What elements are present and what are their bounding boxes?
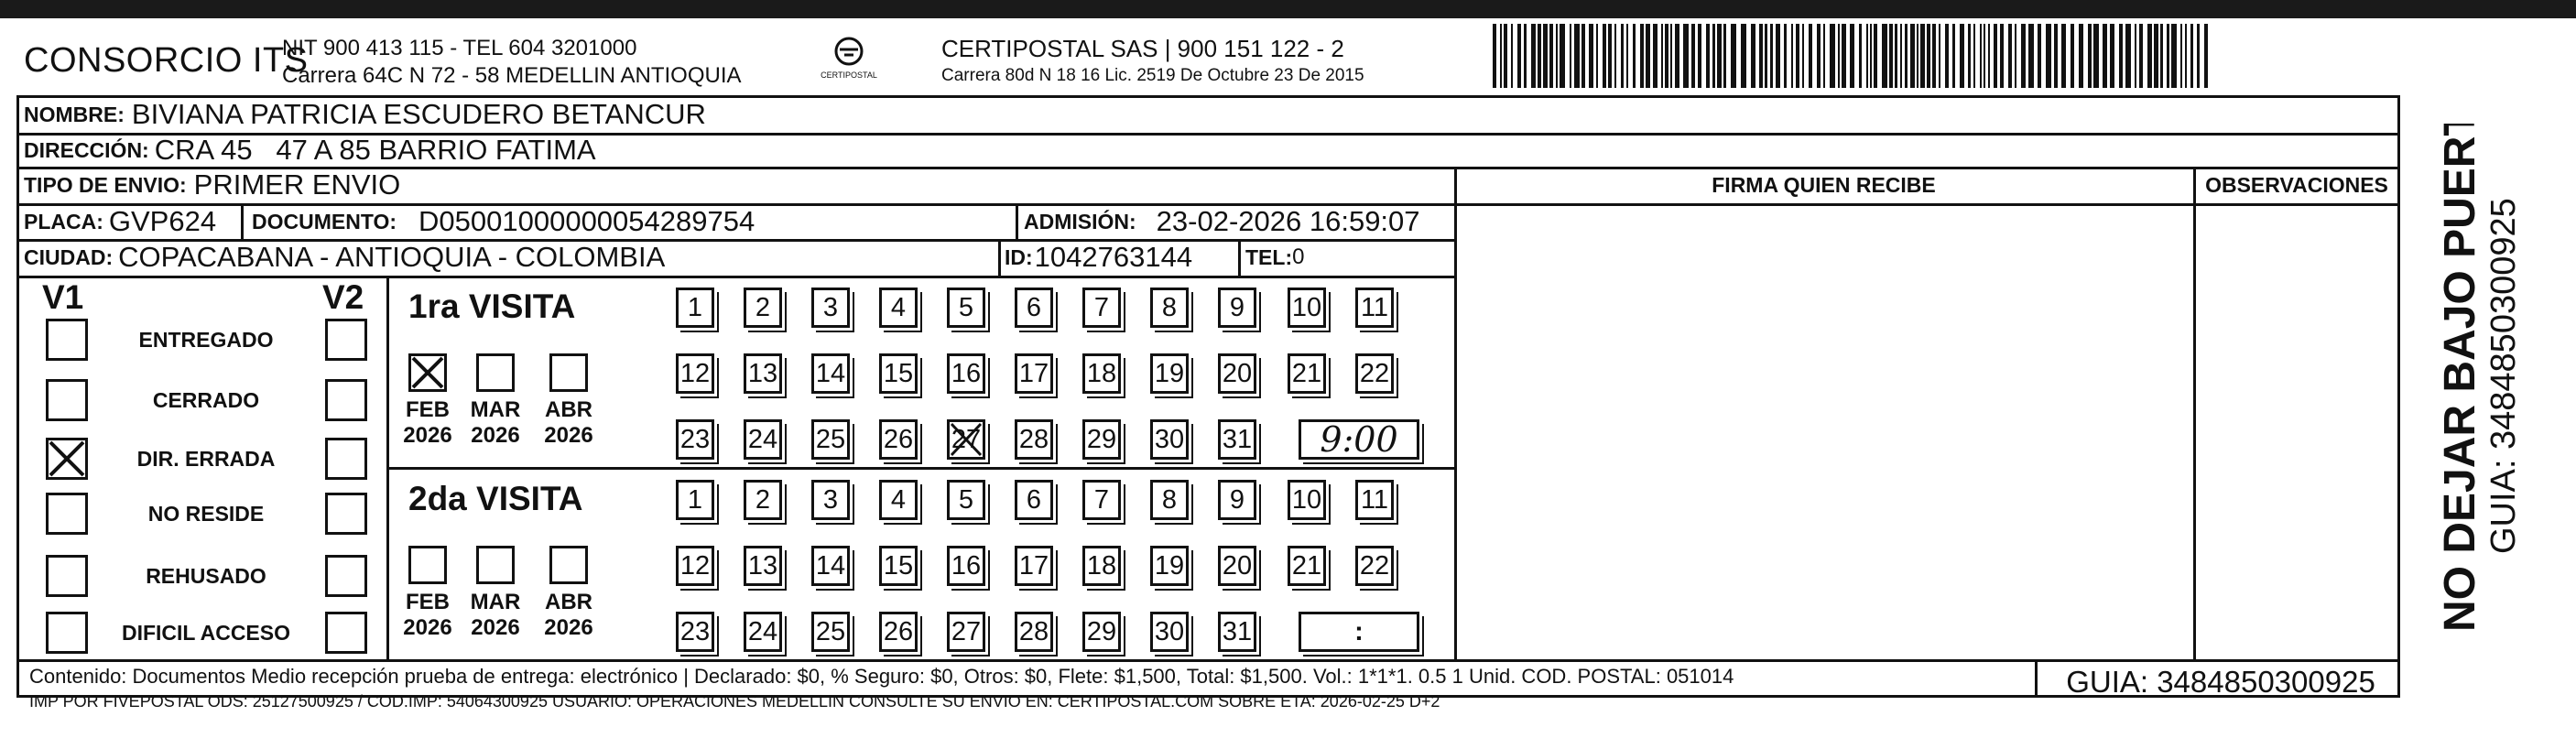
day-box[interactable]: 10 <box>1288 288 1326 328</box>
barcode-bar <box>1603 24 1606 88</box>
barcode-bar <box>1581 24 1585 88</box>
barcode-bar <box>1556 24 1558 88</box>
month-name: FEB <box>406 397 450 422</box>
firma-label: FIRMA QUIEN RECIBE <box>1712 172 1936 197</box>
month-year: 2026 <box>403 423 452 448</box>
day-box[interactable]: 30 <box>1150 612 1189 652</box>
barcode-bar <box>1570 24 1571 88</box>
day-box[interactable]: 24 <box>744 612 782 652</box>
top-edge-bar <box>0 0 2576 18</box>
day-box[interactable]: 21 <box>1288 546 1326 586</box>
tel-value: 0 <box>1292 244 1305 269</box>
barcode-bar <box>1842 24 1846 88</box>
visit-time-box[interactable]: 9:00 <box>1299 419 1419 460</box>
status-label: NO RESIDE <box>147 502 265 526</box>
day-box[interactable]: 12 <box>676 546 714 586</box>
barcode-bar <box>2204 24 2208 88</box>
barcode-bar <box>1646 24 1650 88</box>
barcode-bar <box>1665 24 1668 88</box>
barcode-bar <box>2185 24 2187 88</box>
ciudad-cell <box>24 239 665 276</box>
barcode-bar <box>2147 24 2152 88</box>
barcode-bar <box>2079 24 2083 88</box>
direccion-row <box>24 133 596 168</box>
day-box[interactable]: 31 <box>1218 419 1256 460</box>
day-box[interactable]: 2 <box>744 288 782 328</box>
month-name: MAR <box>470 590 521 614</box>
barcode-bar <box>2061 24 2066 88</box>
day-box[interactable]: 15 <box>879 353 918 394</box>
placa-cell <box>24 203 216 240</box>
barcode-bar <box>1661 24 1663 88</box>
day-box[interactable] <box>947 419 985 460</box>
day-box[interactable]: 11 <box>1355 480 1394 520</box>
day-box[interactable]: 18 <box>1082 353 1121 394</box>
month-label <box>463 590 527 641</box>
day-box[interactable]: 18 <box>1082 546 1121 586</box>
barcode-bar <box>1640 24 1644 88</box>
row-divider <box>2193 203 2400 206</box>
courier-name: CERTIPOSTAL SAS | 900 151 122 - 2 <box>941 35 1344 62</box>
day-box[interactable]: 8 <box>1150 288 1189 328</box>
barcode-bar <box>1776 24 1780 88</box>
barcode-bar <box>2071 24 2074 88</box>
day-box[interactable]: 13 <box>744 353 782 394</box>
day-box[interactable]: 21 <box>1288 353 1326 394</box>
day-box[interactable]: 20 <box>1218 353 1256 394</box>
barcode-bar <box>1538 24 1541 88</box>
barcode-bar <box>1511 24 1513 88</box>
barcode-bar <box>2015 24 2016 88</box>
visit-time-box[interactable]: : <box>1299 612 1419 652</box>
status-label: DIFICIL ACCESO <box>121 621 290 645</box>
day-box[interactable]: 20 <box>1218 546 1256 586</box>
barcode-bar <box>2008 24 2012 88</box>
status-label: CERRADO <box>152 388 260 412</box>
tel-cell <box>1245 239 1304 276</box>
barcode-bar <box>1614 24 1616 88</box>
status-v1-checkbox[interactable] <box>46 555 88 597</box>
day-box[interactable]: 25 <box>811 419 850 460</box>
day-box[interactable]: 28 <box>1015 612 1053 652</box>
col-divider <box>2193 167 2196 659</box>
barcode-bar <box>2160 24 2163 88</box>
day-box[interactable]: 12 <box>676 353 714 394</box>
company-nit: NIT 900 413 115 - TEL 604 3201000 <box>282 36 637 60</box>
status-v2-checkbox[interactable] <box>325 612 367 654</box>
documento-label: DOCUMENTO: <box>252 209 397 233</box>
barcode-bar <box>2197 24 2200 88</box>
side-guia: GUIA: 3484850300925 <box>2484 198 2523 554</box>
month-label <box>396 590 460 641</box>
col-divider <box>241 203 244 240</box>
barcode-bar <box>2088 24 2092 88</box>
direccion-label: DIRECCIÓN: <box>24 137 149 162</box>
barcode-bar <box>1717 24 1722 88</box>
day-box[interactable]: 4 <box>879 288 918 328</box>
barcode-bar <box>1712 24 1715 88</box>
day-box[interactable]: 22 <box>1355 546 1394 586</box>
day-box[interactable]: 11 <box>1355 288 1394 328</box>
barcode-bar <box>1939 24 1940 88</box>
admision-value: 23-02-2026 16:59:07 <box>1156 205 1420 237</box>
visit-title: 1ra VISITA <box>408 288 576 325</box>
month-name: ABR <box>545 590 592 614</box>
barcode-bar <box>1994 24 1997 88</box>
direccion-value: CRA 45 47 A 85 BARRIO FATIMA <box>154 134 596 166</box>
tipo-envio-label: TIPO DE ENVIO: <box>24 172 187 197</box>
day-box[interactable]: 19 <box>1150 353 1189 394</box>
barcode-bar <box>1596 24 1598 88</box>
barcode-bar <box>1574 24 1580 88</box>
logo-text: CERTIPOSTAL <box>821 71 877 80</box>
status-v1-checkbox[interactable] <box>46 319 88 361</box>
day-box[interactable]: 7 <box>1082 288 1121 328</box>
barcode-bar <box>2028 24 2034 88</box>
day-box[interactable]: 16 <box>947 353 985 394</box>
month-year: 2026 <box>471 615 520 640</box>
day-box[interactable]: 8 <box>1150 480 1189 520</box>
barcode-bar <box>1493 24 1496 88</box>
barcode-bar <box>1517 24 1521 88</box>
day-box[interactable]: 3 <box>811 288 850 328</box>
barcode-bar <box>1698 24 1701 88</box>
barcode-bar <box>1984 24 1985 88</box>
barcode-bar <box>1960 24 1964 88</box>
barcode-bar <box>2000 24 2004 88</box>
barcode-bar <box>1817 24 1821 88</box>
barcode-bar <box>1608 24 1612 88</box>
barcode-bar <box>1531 24 1536 88</box>
month-name: ABR <box>545 397 592 422</box>
row-divider <box>16 276 1454 278</box>
barcode-bar <box>1626 24 1628 88</box>
barcode-bar <box>1723 24 1726 88</box>
barcode-bar <box>1560 24 1565 88</box>
nombre-value: BIVIANA PATRICIA ESCUDERO BETANCUR <box>131 98 706 130</box>
barcode-bar <box>1691 24 1695 88</box>
firma-header <box>1454 167 2193 203</box>
barcode-bar <box>1675 24 1679 88</box>
barcode-bar <box>2190 24 2193 88</box>
month-year: 2026 <box>403 615 452 640</box>
barcode-bar <box>1751 24 1755 88</box>
row-divider <box>1454 203 2193 206</box>
courier-info <box>941 35 1364 90</box>
barcode-bar <box>1589 24 1593 88</box>
day-box[interactable]: 16 <box>947 546 985 586</box>
col-divider <box>1016 203 1018 240</box>
day-box[interactable]: 15 <box>879 546 918 586</box>
day-box[interactable]: 28 <box>1015 419 1053 460</box>
tel-label: TEL: <box>1245 244 1293 269</box>
barcode-bar <box>1870 24 1872 88</box>
barcode-bar <box>1543 24 1548 88</box>
barcode-bar <box>1945 24 1949 88</box>
barcode-bar <box>1900 24 1902 88</box>
day-box[interactable]: 25 <box>811 612 850 652</box>
day-box[interactable]: 6 <box>1015 480 1053 520</box>
row-divider <box>386 467 1454 470</box>
barcode-bar <box>2021 24 2026 88</box>
id-label: ID: <box>1005 244 1033 269</box>
day-number: 27 <box>951 424 982 454</box>
status-label: REHUSADO <box>146 564 266 588</box>
side-vertical-text <box>2408 124 2537 636</box>
barcode-bar <box>1866 24 1868 88</box>
company-info <box>282 35 742 90</box>
barcode-bar <box>1932 24 1936 88</box>
barcode-bar <box>1549 24 1553 88</box>
day-box[interactable]: 10 <box>1288 480 1326 520</box>
barcode-bar <box>1741 24 1746 88</box>
barcode-bar <box>1791 24 1793 88</box>
footer-guia: GUIA: 3484850300925 <box>2066 665 2375 699</box>
month-year: 2026 <box>471 423 520 448</box>
nombre-label: NOMBRE: <box>24 102 125 126</box>
barcode-bar <box>1882 24 1887 88</box>
barcode-bar <box>1653 24 1658 88</box>
barcode-bar <box>1706 24 1710 88</box>
day-box[interactable]: 6 <box>1015 288 1053 328</box>
month-label <box>537 397 601 449</box>
admision-cell <box>1024 203 1420 240</box>
day-box[interactable]: 9 <box>1218 480 1256 520</box>
documento-value: D05001000000054289754 <box>418 205 755 237</box>
visit-title: 2da VISITA <box>408 480 583 517</box>
barcode-bar <box>1770 24 1773 88</box>
barcode-bar <box>1809 24 1812 88</box>
barcode-bar <box>1633 24 1636 88</box>
month-checkbox[interactable] <box>476 546 515 584</box>
barcode-bar <box>2046 24 2051 88</box>
month-year: 2026 <box>544 615 593 640</box>
day-box[interactable]: 4 <box>879 480 918 520</box>
barcode <box>1493 24 2216 88</box>
footer-contenido: Contenido: Documentos Medio recepción prueba de entrega: electrónico | Declarado: $0, % Seguro: $0, Otros: $0, Flete: $1,500, Total: $1,500. Vol.: 1*1*1. 0.5 1 Unid. COD. POSTAL: 051014 <box>29 665 1734 688</box>
barcode-bar <box>1500 24 1502 88</box>
day-box[interactable]: 29 <box>1082 419 1121 460</box>
status-label: DIR. ERRADA <box>136 447 276 471</box>
observaciones-header <box>2193 167 2400 203</box>
day-box[interactable]: 30 <box>1150 419 1189 460</box>
barcode-bar <box>1784 24 1787 88</box>
status-v1-checkbox[interactable] <box>46 493 88 535</box>
month-year: 2026 <box>544 423 593 448</box>
barcode-bar <box>1504 24 1507 88</box>
status-v2-checkbox[interactable] <box>325 555 367 597</box>
barcode-bar <box>1859 24 1862 88</box>
barcode-bar <box>1524 24 1527 88</box>
day-box[interactable]: 7 <box>1082 480 1121 520</box>
barcode-bar <box>1731 24 1736 88</box>
barcode-bar <box>2119 24 2123 88</box>
day-box[interactable]: 29 <box>1082 612 1121 652</box>
barcode-bar <box>1874 24 1877 88</box>
status-v2-checkbox[interactable] <box>325 438 367 480</box>
ciudad-label: CIUDAD: <box>24 244 114 269</box>
barcode-bar <box>1952 24 1955 88</box>
month-checkbox[interactable] <box>408 353 447 392</box>
day-box[interactable]: 22 <box>1355 353 1394 394</box>
placa-value: GVP624 <box>108 205 217 237</box>
barcode-bar <box>2093 24 2099 88</box>
status-v2-checkbox[interactable] <box>325 493 367 535</box>
barcode-bar <box>2125 24 2131 88</box>
nombre-row <box>24 95 706 134</box>
barcode-bar <box>1759 24 1763 88</box>
id-value: 1042763144 <box>1034 241 1193 273</box>
month-label <box>537 590 601 641</box>
day-box[interactable]: 31 <box>1218 612 1256 652</box>
barcode-bar <box>1850 24 1854 88</box>
col-divider <box>2035 659 2038 698</box>
day-box[interactable]: 23 <box>676 419 714 460</box>
day-box[interactable]: 5 <box>947 288 985 328</box>
day-box[interactable]: 13 <box>744 546 782 586</box>
v2-label: V2 <box>322 278 364 316</box>
barcode-bar <box>1895 24 1897 88</box>
barcode-bar <box>1920 24 1925 88</box>
company-name: CONSORCIO ITS <box>24 41 309 80</box>
col-divider <box>1238 239 1241 276</box>
documento-cell <box>252 203 755 240</box>
col-divider <box>998 239 1001 276</box>
barcode-bar <box>1905 24 1908 88</box>
col-divider <box>1454 167 1457 659</box>
barcode-bar <box>1917 24 1918 88</box>
month-checkbox[interactable] <box>549 546 588 584</box>
barcode-bar <box>2038 24 2041 88</box>
tipo-envio-value: PRIMER ENVIO <box>193 168 401 201</box>
status-label: ENTREGADO <box>138 328 274 352</box>
status-v1-checkbox[interactable] <box>46 438 88 480</box>
company-address: Carrera 64C N 72 - 58 MEDELLIN ANTIOQUIA <box>282 63 742 88</box>
barcode-bar <box>1830 24 1835 88</box>
barcode-bar <box>2135 24 2136 88</box>
barcode-bar <box>1802 24 1804 88</box>
day-box[interactable]: 1 <box>676 288 714 328</box>
month-label <box>396 397 460 449</box>
courier-license: Carrera 80d N 18 16 Lic. 2519 De Octubre 23 De 2015 <box>941 66 1364 85</box>
tipo-envio-row <box>24 167 400 203</box>
footer-imp: IMP POR FIVEPOSTAL ODS: 25127500925 / COD.IMP: 54064300925 USUARIO: OPERACIONES MEDELLIN CONSULTE SU ENVIO EN: CERTIPOSTAL.COM SOBRE ETA: 2026-02-25 D+2 <box>29 692 1440 711</box>
month-name: MAR <box>470 397 521 422</box>
month-checkbox[interactable] <box>408 546 447 584</box>
side-warning: NO DEJAR BAJO PUERTA <box>2436 124 2484 632</box>
id-cell <box>1005 239 1192 276</box>
day-box[interactable]: 17 <box>1015 546 1053 586</box>
month-label <box>463 397 527 449</box>
day-box[interactable]: 27 <box>947 612 985 652</box>
barcode-bar <box>1980 24 1982 88</box>
day-box[interactable]: 26 <box>879 419 918 460</box>
barcode-bar <box>1889 24 1893 88</box>
barcode-bar <box>1988 24 1990 88</box>
barcode-bar <box>1621 24 1624 88</box>
observaciones-label: OBSERVACIONES <box>2205 172 2388 197</box>
status-v2-checkbox[interactable] <box>325 379 367 421</box>
day-box[interactable]: 1 <box>676 480 714 520</box>
status-v1-checkbox[interactable] <box>46 379 88 421</box>
barcode-bar <box>1910 24 1915 88</box>
month-checkbox[interactable] <box>549 353 588 392</box>
day-box[interactable]: 14 <box>811 546 850 586</box>
barcode-bar <box>2180 24 2182 88</box>
day-box[interactable]: 5 <box>947 480 985 520</box>
status-v2-checkbox[interactable] <box>325 319 367 361</box>
barcode-bar <box>2167 24 2169 88</box>
barcode-bar <box>1796 24 1799 88</box>
barcode-bar <box>1765 24 1767 88</box>
day-box[interactable]: 19 <box>1150 546 1189 586</box>
barcode-bar <box>1973 24 1975 88</box>
barcode-bar <box>1683 24 1689 88</box>
day-box[interactable]: 9 <box>1218 288 1256 328</box>
barcode-bar <box>1670 24 1672 88</box>
certipostal-logo-icon <box>817 35 881 82</box>
day-box[interactable]: 14 <box>811 353 850 394</box>
day-box[interactable]: 3 <box>811 480 850 520</box>
barcode-bar <box>2054 24 2058 88</box>
ciudad-value: COPACABANA - ANTIOQUIA - COLOMBIA <box>118 241 666 273</box>
placa-label: PLACA: <box>24 209 103 233</box>
month-name: FEB <box>406 590 450 614</box>
barcode-bar <box>1927 24 1930 88</box>
barcode-bar <box>2103 24 2107 88</box>
day-box[interactable]: 23 <box>676 612 714 652</box>
status-v1-checkbox[interactable] <box>46 612 88 654</box>
day-box[interactable]: 2 <box>744 480 782 520</box>
row-divider <box>16 659 2400 662</box>
month-checkbox[interactable] <box>476 353 515 392</box>
barcode-bar <box>1823 24 1825 88</box>
barcode-bar <box>1968 24 1971 88</box>
admision-label: ADMISIÓN: <box>1024 209 1136 233</box>
v1-label: V1 <box>42 278 84 316</box>
barcode-bar <box>2139 24 2143 88</box>
barcode-bar <box>2154 24 2158 88</box>
day-box[interactable]: 24 <box>744 419 782 460</box>
day-box[interactable]: 26 <box>879 612 918 652</box>
barcode-bar <box>1838 24 1840 88</box>
barcode-bar <box>2171 24 2177 88</box>
day-box[interactable]: 17 <box>1015 353 1053 394</box>
barcode-bar <box>2110 24 2114 88</box>
